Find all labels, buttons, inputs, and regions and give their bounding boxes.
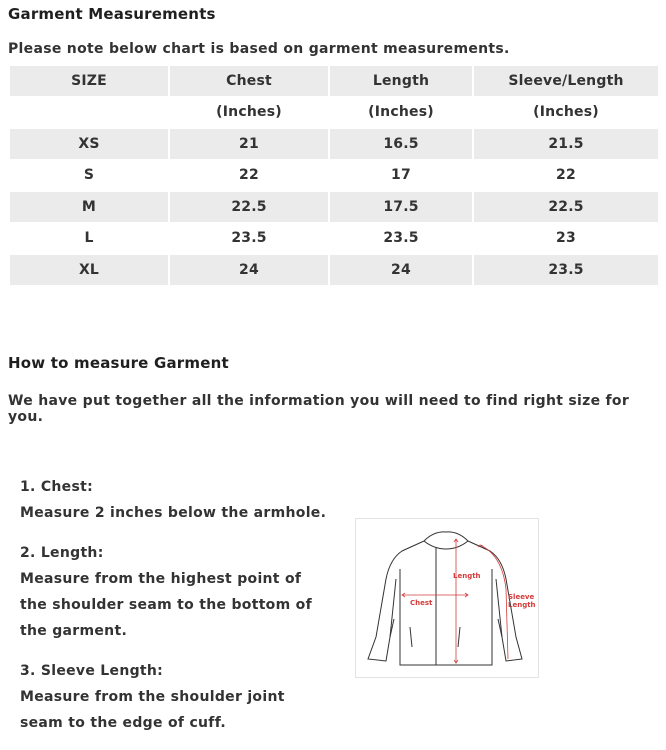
- length-label: Length: [453, 572, 481, 580]
- length-cell: 23.5: [330, 224, 472, 254]
- step-text: Measure from the shoulder joint: [20, 689, 285, 705]
- length-cell: 17.5: [330, 192, 472, 222]
- step-text: Measure 2 inches below the armhole.: [20, 505, 327, 521]
- step-sleeve-length: [20, 658, 340, 736]
- step-text: seam to the edge of cuff.: [20, 715, 226, 731]
- length-cell: 24: [330, 255, 472, 285]
- table-units-row: [10, 98, 658, 128]
- size-cell: S: [10, 161, 168, 191]
- header-chest: Chest: [170, 66, 328, 96]
- step-text: the garment.: [20, 623, 128, 639]
- size-cell: XL: [10, 255, 168, 285]
- measurement-steps: [20, 474, 340, 750]
- sleeve-cell: 23: [474, 224, 658, 254]
- size-cell: XS: [10, 129, 168, 159]
- jacket-measurement-diagram: [355, 518, 539, 678]
- step-heading: 3. Sleeve Length:: [20, 663, 164, 679]
- unit-length: (Inches): [330, 98, 472, 128]
- table-row: [10, 192, 658, 222]
- table-header-row: [10, 66, 658, 96]
- table-row: [10, 255, 658, 285]
- sleeve-label-line1: Sleeve: [508, 593, 535, 601]
- chest-cell: 21: [170, 129, 328, 159]
- chest-label: Chest: [410, 599, 433, 607]
- garment-measurements-title: Garment Measurements: [8, 5, 216, 23]
- chest-cell: 22: [170, 161, 328, 191]
- chart-note: Please note below chart is based on garment measurements.: [8, 41, 510, 57]
- how-to-measure-intro: We have put together all the information you will need to find right size for you.: [8, 393, 630, 425]
- size-cell: M: [10, 192, 168, 222]
- header-length: Length: [330, 66, 472, 96]
- chest-cell: 23.5: [170, 224, 328, 254]
- header-size: SIZE: [10, 66, 168, 96]
- chest-cell: 22.5: [170, 192, 328, 222]
- header-sleeve-length: Sleeve/Length: [474, 66, 658, 96]
- step-length: [20, 540, 340, 644]
- unit-size: [10, 98, 168, 128]
- step-heading: 2. Length:: [20, 545, 104, 561]
- step-text: the shoulder seam to the bottom of: [20, 597, 312, 613]
- unit-sleeve-length: (Inches): [474, 98, 658, 128]
- sleeve-cell: 22.5: [474, 192, 658, 222]
- step-chest: [20, 474, 340, 526]
- size-chart-table: [8, 64, 660, 287]
- table-row: [10, 161, 658, 191]
- table-row: [10, 224, 658, 254]
- sleeve-cell: 21.5: [474, 129, 658, 159]
- step-text: Measure from the highest point of: [20, 571, 302, 587]
- jacket-outline-icon: [356, 519, 538, 677]
- table-row: [10, 129, 658, 159]
- step-heading: 1. Chest:: [20, 479, 93, 495]
- sleeve-cell: 22: [474, 161, 658, 191]
- unit-chest: (Inches): [170, 98, 328, 128]
- length-cell: 17: [330, 161, 472, 191]
- length-cell: 16.5: [330, 129, 472, 159]
- sleeve-cell: 23.5: [474, 255, 658, 285]
- how-to-measure-title: How to measure Garment: [8, 354, 229, 372]
- chest-cell: 24: [170, 255, 328, 285]
- sleeve-label-line2: Length: [508, 601, 536, 609]
- size-cell: L: [10, 224, 168, 254]
